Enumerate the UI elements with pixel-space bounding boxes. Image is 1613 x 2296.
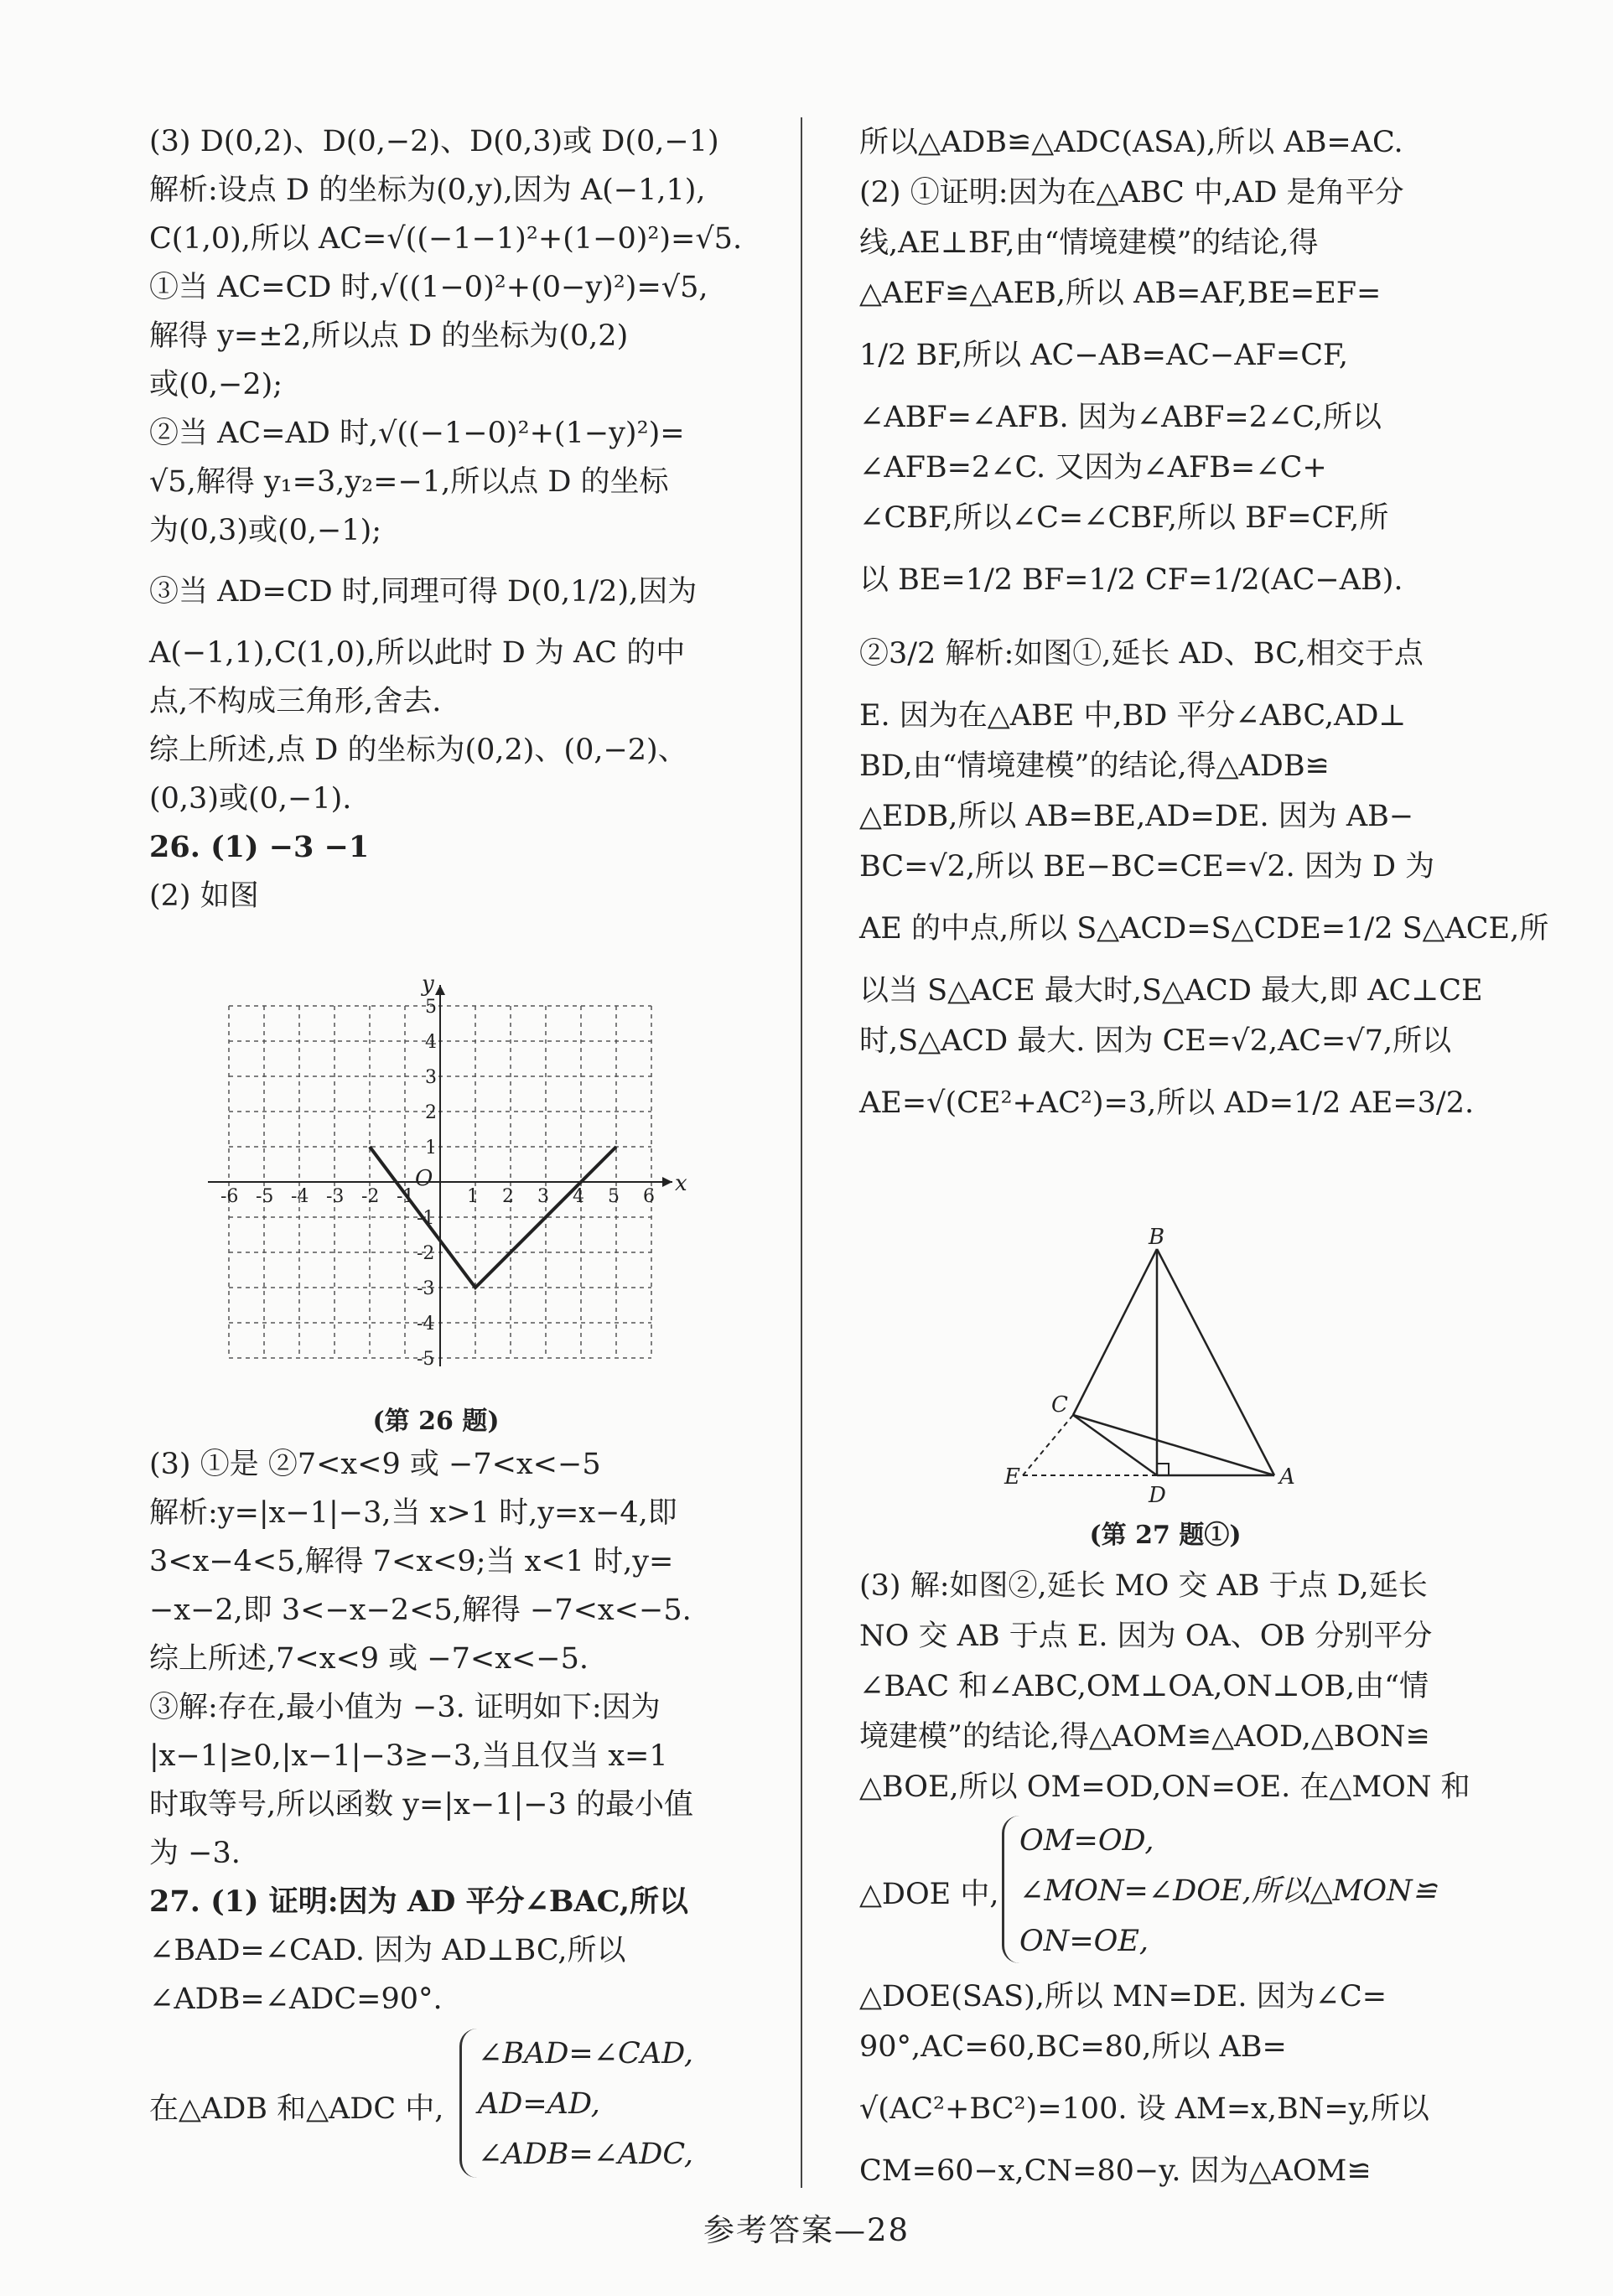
question-26-heading: 26. (1) −3 −1	[149, 830, 370, 864]
text-line: √5,解得 y₁=3,y₂=−1,所以点 D 的坐标	[149, 465, 669, 499]
system-line: ∠MON=∠DOE,所以△MON≌	[1019, 1874, 1437, 1908]
text-line: 以当 S△ACE 最大时,S△ACD 最大,即 AC⊥CE	[859, 974, 1483, 1008]
right-angle-mark	[1157, 1464, 1169, 1475]
x-axis-label: x	[675, 1171, 687, 1196]
x-tick-label: -2	[361, 1186, 380, 1207]
text-line: 解析:y=|x−1|−3,当 x>1 时,y=x−4,即	[149, 1496, 677, 1530]
text-line: AE=√(CE²+AC²)=3,所以 AD=1/2 AE=3/2.	[859, 1086, 1475, 1120]
text-line: ∠BAD=∠CAD. 因为 AD⊥BC,所以	[149, 1934, 626, 1967]
right-column	[859, 117, 1549, 1140]
x-tick-label: 6	[643, 1186, 655, 1207]
vertex-label-B: B	[1149, 1225, 1165, 1250]
text-line: △AEF≌△AEB,所以 AB=AF,BE=EF=	[859, 277, 1382, 310]
system-line: ON=OE,	[1019, 1925, 1149, 1958]
text-line: ①当 AC=CD 时,√((1−0)²+(0−y)²)=√5,	[149, 271, 708, 304]
right-column-part-3	[859, 1972, 1465, 2196]
text-line: 境建模”的结论,得△AOM≌△AOD,△BON≌	[859, 1720, 1430, 1754]
text-line: 综上所述,7<x<9 或 −7<x<−5.	[149, 1642, 589, 1676]
brace-icon	[459, 2029, 477, 2178]
text-line: 或(0,−2);	[149, 368, 283, 402]
vertex-label-A: A	[1279, 1464, 1295, 1490]
text-line: ∠ABF=∠AFB. 因为∠ABF=2∠C,所以	[859, 401, 1382, 434]
y-tick-label: 1	[425, 1138, 437, 1158]
y-tick-label: 5	[425, 997, 437, 1018]
y-tick-label: -1	[417, 1208, 435, 1229]
text-line: −x−2,即 3<−x−2<5,解得 −7<x<−5.	[149, 1594, 692, 1627]
text-line: 线,AE⊥BF,由“情境建模”的结论,得	[859, 226, 1319, 260]
right-column-part-2	[859, 1561, 1470, 1812]
left-column-part-2	[149, 1440, 755, 2024]
edge-CD	[1073, 1415, 1157, 1475]
vertex-label-C: C	[1051, 1392, 1068, 1418]
text-line: 90°,AC=60,BC=80,所以 AB=	[859, 2030, 1287, 2064]
equation-system	[478, 2029, 693, 2179]
y-axis-label: y	[422, 972, 434, 997]
y-tick-label: 2	[425, 1102, 437, 1123]
text-line: √(AC²+BC²)=100. 设 AM=x,BN=y,所以	[859, 2092, 1429, 2126]
y-tick-label: 3	[425, 1067, 437, 1088]
text-line: (2) 如图	[149, 879, 259, 913]
text-line: △BOE,所以 OM=OD,ON=OE. 在△MON 和	[859, 1770, 1470, 1804]
figure-26-graph	[189, 964, 708, 1392]
system-line: OM=OD,	[1019, 1824, 1154, 1858]
equation-system	[1019, 1816, 1437, 1967]
x-tick-label: 5	[608, 1186, 620, 1207]
text-line: △DOE(SAS),所以 MN=DE. 因为∠C=	[859, 1980, 1387, 2014]
x-tick-label: -6	[220, 1186, 239, 1207]
y-tick-label: -4	[417, 1314, 435, 1335]
edge-CE-dashed	[1023, 1415, 1073, 1475]
text-line: 解得 y=±2,所以点 D 的坐标为(0,2)	[149, 319, 629, 353]
text-line: ∠BAC 和∠ABC,OM⊥OA,ON⊥OB,由“情	[859, 1670, 1429, 1703]
system-line: ∠BAD=∠CAD,	[478, 2037, 694, 2071]
edge-CA	[1073, 1415, 1274, 1475]
y-tick-label: 4	[425, 1032, 437, 1053]
text-line: BD,由“情境建模”的结论,得△ADB≌	[859, 749, 1330, 783]
text-line: 综上所述,点 D 的坐标为(0,2)、(0,−2)、	[149, 733, 687, 767]
x-tick-label: 4	[573, 1186, 584, 1207]
origin-label: O	[415, 1166, 433, 1191]
text-line: ②当 AC=AD 时,√((−1−0)²+(1−y)²)=	[149, 417, 685, 450]
question-27-heading: 27. (1) 证明:因为 AD 平分∠BAC,所以	[149, 1884, 689, 1919]
text-line: NO 交 AB 于点 E. 因为 OA、OB 分别平分	[859, 1620, 1433, 1653]
text-line: ②3/2 解析:如图①,延长 AD、BC,相交于点	[859, 637, 1424, 671]
text-line: 点,不构成三角形,舍去.	[149, 685, 442, 718]
x-tick-label: 1	[467, 1186, 479, 1207]
text-line: 为 −3.	[149, 1837, 241, 1870]
x-tick-label: -1	[397, 1186, 415, 1207]
text-line: CM=60−x,CN=80−y. 因为△AOM≌	[859, 2154, 1372, 2188]
text-line: E. 因为在△ABE 中,BD 平分∠ABC,AD⊥	[859, 699, 1407, 733]
text-line: 3<x−4<5,解得 7<x<9;当 x<1 时,y=	[149, 1545, 674, 1578]
text-line: BC=√2,所以 BE−BC=CE=√2. 因为 D 为	[859, 850, 1435, 884]
column-divider	[801, 117, 802, 2188]
text-line: 1/2 BF,所以 AC−AB=AC−AF=CF,	[859, 339, 1348, 372]
y-tick-label: -5	[417, 1349, 435, 1370]
text-line: (3) 解:如图②,延长 MO 交 AB 于点 D,延长	[859, 1569, 1428, 1603]
text-line: (3) D(0,2)、D(0,−2)、D(0,3)或 D(0,−1)	[149, 125, 719, 158]
text-line: 时取等号,所以函数 y=|x−1|−3 的最小值	[149, 1788, 693, 1822]
text-line: ∠AFB=2∠C. 又因为∠AFB=∠C+	[859, 451, 1327, 485]
text-line: ③解:存在,最小值为 −3. 证明如下:因为	[149, 1691, 661, 1724]
text-line: 时,S△ACD 最大. 因为 CE=√2,AC=√7,所以	[859, 1024, 1452, 1058]
y-axis-arrow-icon	[435, 985, 445, 995]
text-line: |x−1|≥0,|x−1|−3≥−3,当且仅当 x=1	[149, 1739, 668, 1773]
edge-BA	[1157, 1249, 1274, 1475]
x-tick-label: -3	[326, 1186, 345, 1207]
text-line: AE 的中点,所以 S△ACD=S△CDE=1/2 S△ACE,所	[859, 912, 1549, 946]
vertex-label-E: E	[1004, 1464, 1020, 1490]
vertex-label-D: D	[1149, 1483, 1166, 1508]
x-tick-label: -4	[291, 1186, 309, 1207]
x-tick-label: 3	[537, 1186, 549, 1207]
figure-27-triangle	[989, 1225, 1325, 1509]
x-tick-label: 2	[502, 1186, 514, 1207]
text-line: (3) ①是 ②7<x<9 或 −7<x<−5	[149, 1448, 601, 1481]
y-tick-label: -3	[417, 1278, 435, 1299]
figure-27-caption: (第 27 题①)	[1089, 1521, 1242, 1550]
text-line: △EDB,所以 AB=BE,AD=DE. 因为 AB−	[859, 800, 1414, 833]
text-line: 为(0,3)或(0,−1);	[149, 514, 382, 547]
brace-icon	[1002, 1816, 1019, 1963]
text-line: C(1,0),所以 AC=√((−1−1)²+(1−0)²)=√5.	[149, 222, 743, 256]
text-line: A(−1,1),C(1,0),所以此时 D 为 AC 的中	[149, 636, 686, 670]
text-line: ∠CBF,所以∠C=∠CBF,所以 BF=CF,所	[859, 501, 1389, 535]
text-line: (2) ①证明:因为在△ABC 中,AD 是角平分	[859, 176, 1404, 210]
system-label: 在△ADB 和△ADC 中,	[149, 2092, 444, 2126]
figure-26-caption: (第 26 题)	[372, 1407, 500, 1436]
text-line: 以 BE=1/2 BF=1/2 CF=1/2(AC−AB).	[859, 563, 1403, 597]
x-tick-label: -5	[256, 1186, 274, 1207]
text-line: 解析:设点 D 的坐标为(0,y),因为 A(−1,1),	[149, 174, 706, 207]
x-axis-arrow-icon	[662, 1177, 672, 1187]
page-footer: 参考答案—28	[703, 2212, 910, 2248]
text-line: ∠ADB=∠ADC=90°.	[149, 1982, 443, 2016]
system-line: AD=AD,	[478, 2087, 600, 2121]
edge-BC	[1073, 1249, 1157, 1415]
system-line: ∠ADB=∠ADC,	[478, 2138, 694, 2171]
y-tick-label: -2	[417, 1243, 435, 1264]
left-column	[149, 117, 755, 920]
text-line: (0,3)或(0,−1).	[149, 782, 352, 816]
text-line: 所以△ADB≌△ADC(ASA),所以 AB=AC.	[859, 126, 1403, 159]
system-label: △DOE 中,	[859, 1878, 999, 1911]
text-line: ③当 AD=CD 时,同理可得 D(0,1/2),因为	[149, 575, 698, 609]
